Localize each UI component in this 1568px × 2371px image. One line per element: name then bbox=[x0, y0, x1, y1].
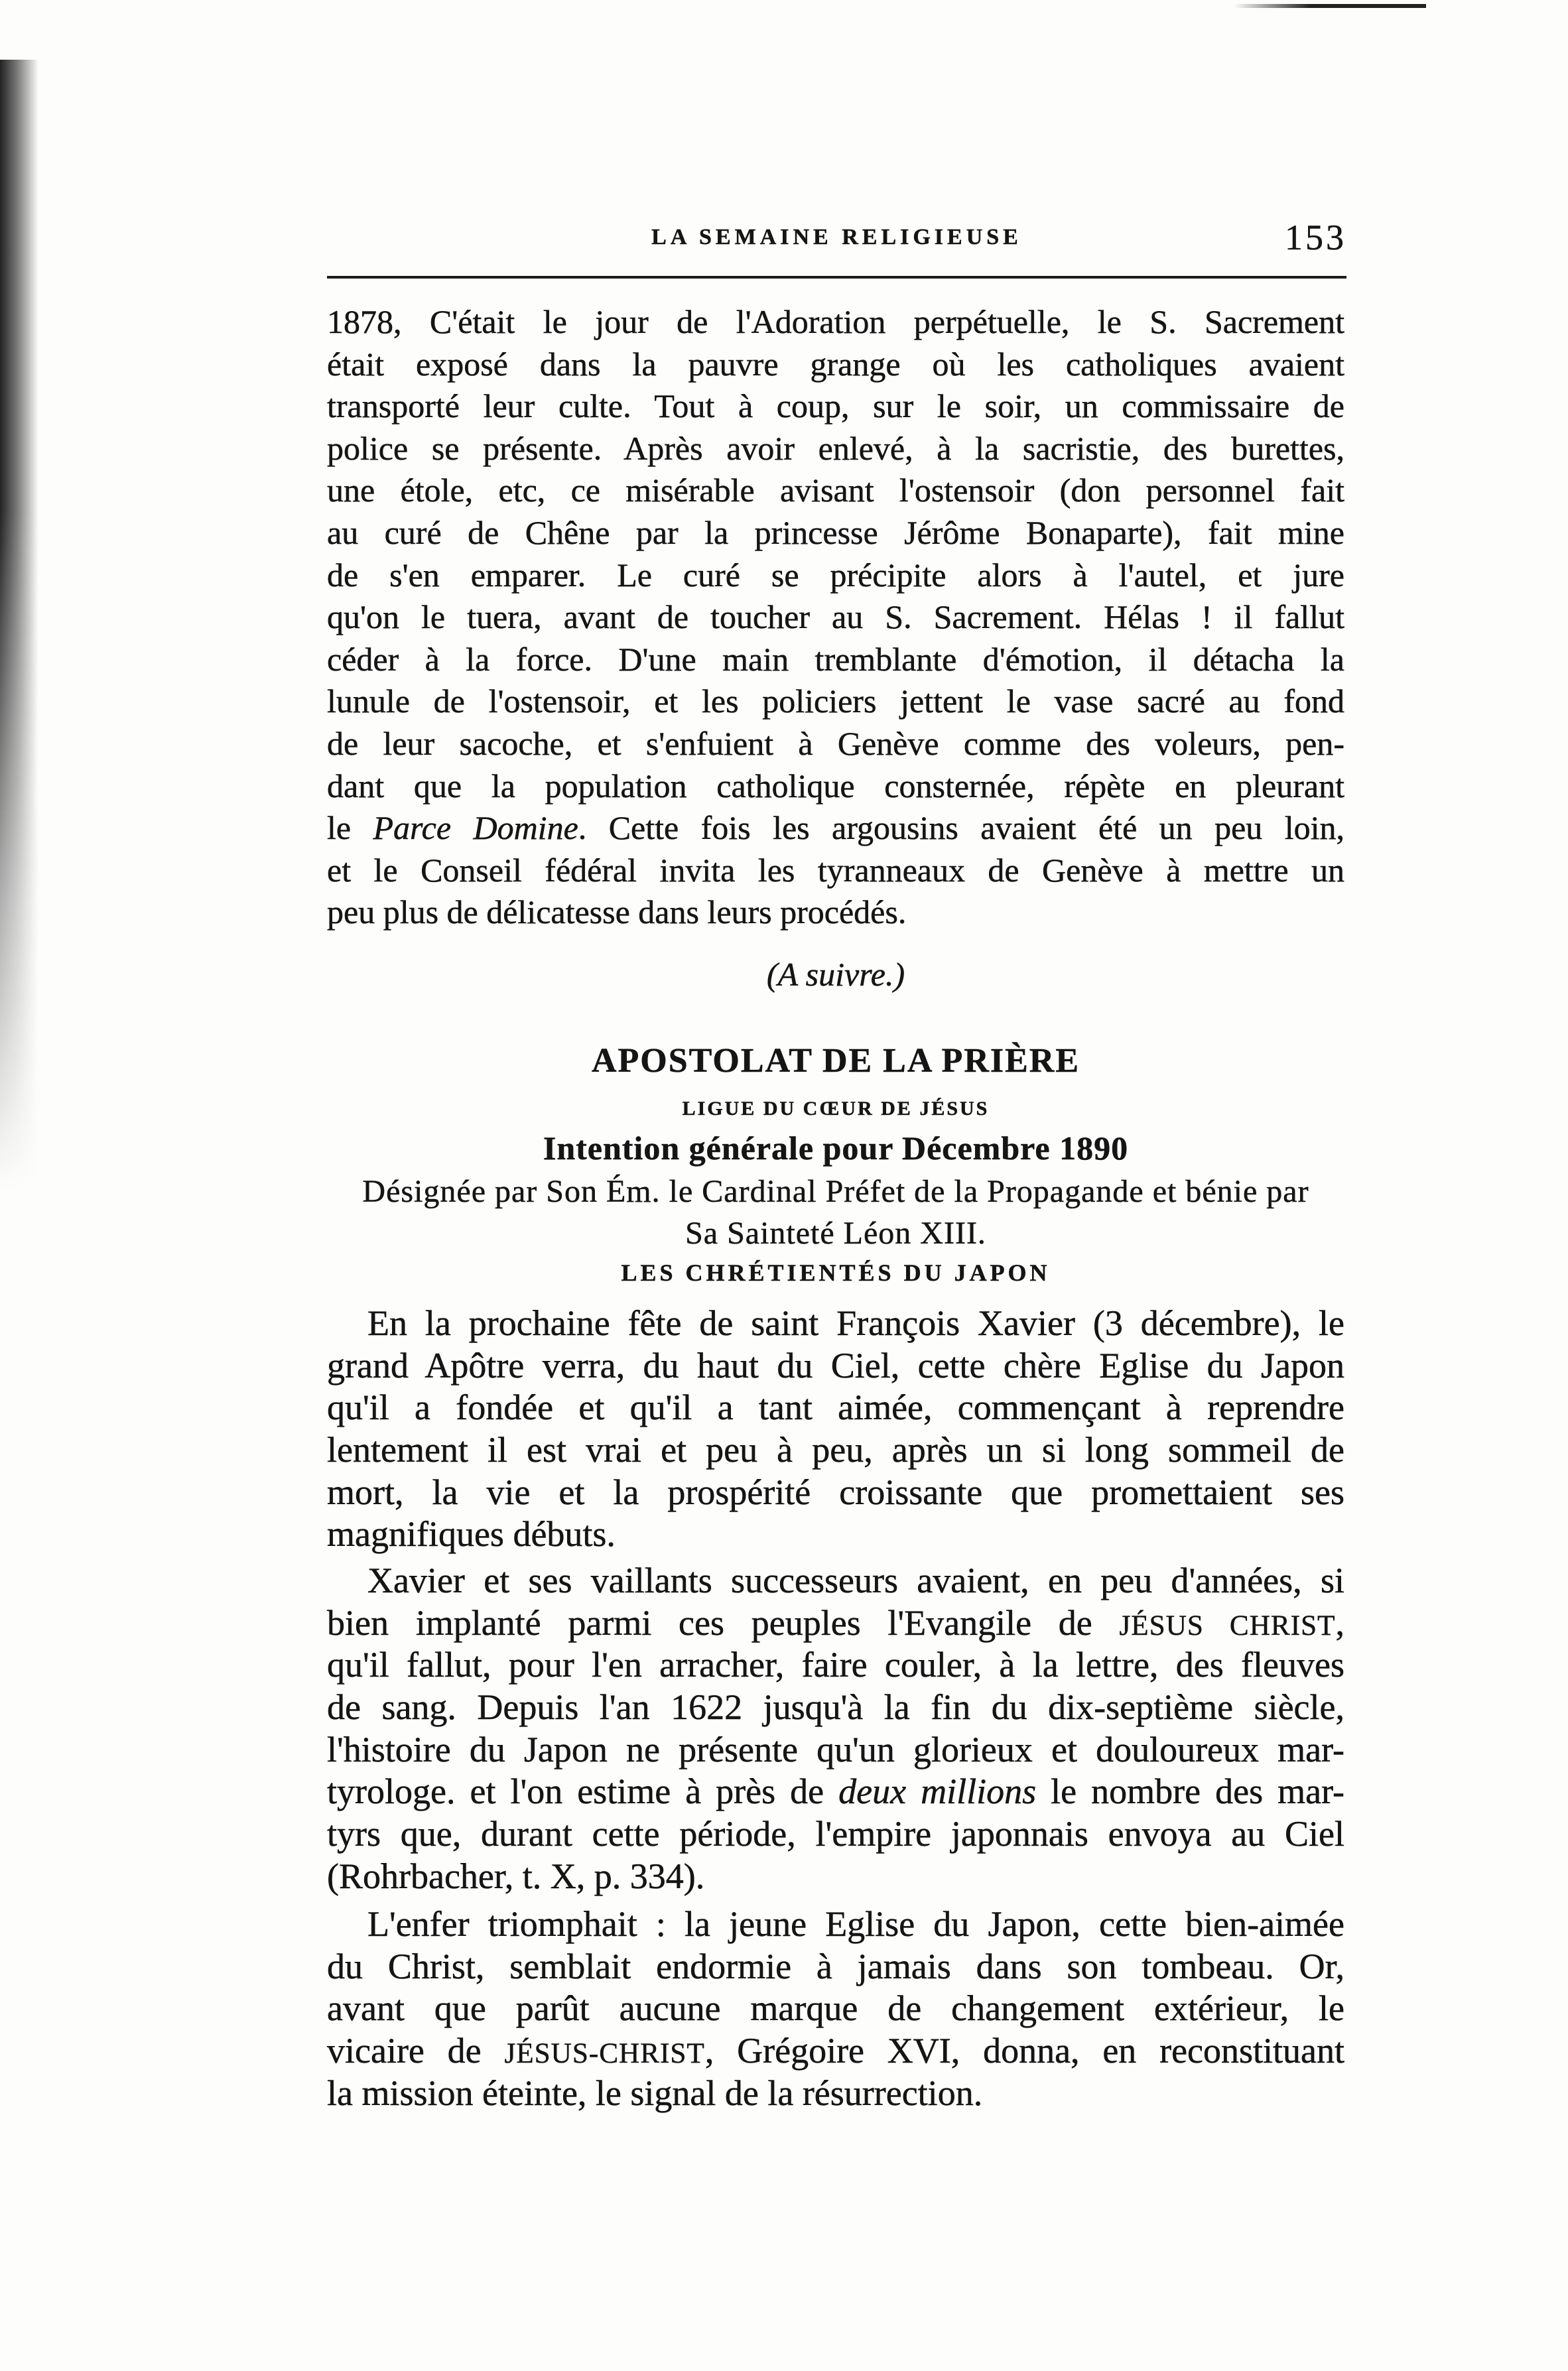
section-title: APOSTOLAT DE LA PRIÈRE bbox=[591, 1042, 1080, 1080]
designation-line: Désignée par Son Ém. le Cardinal Préfet de la Propagande et bénie par bbox=[362, 1174, 1309, 1209]
text-segment: . Cette fois les argousins avaient été un peu loin, bbox=[578, 809, 1344, 847]
running-head bbox=[327, 219, 1346, 256]
text-line bbox=[327, 1771, 1344, 1813]
italic-phrase: Parce Domine bbox=[373, 809, 578, 847]
text-segment: , Grégoire XVI, donna, en reconstituant bbox=[704, 2031, 1344, 2071]
league-subtitle: LIGUE DU CŒUR DE JÉSUS bbox=[682, 1098, 990, 1120]
continued-article bbox=[327, 301, 1344, 934]
text-line: lunule de l'ostensoir, et les policiers jettent le vase sacré au fond bbox=[327, 682, 1344, 720]
text-line bbox=[327, 1602, 1344, 1645]
text-line: dant que la population catholique consternée, répète en pleurant bbox=[327, 767, 1344, 804]
text-line: de leur sacoche, et s'enfuient à Genève comme des voleurs, pen- bbox=[327, 724, 1344, 762]
text-segment: , bbox=[1335, 1602, 1345, 1643]
text-line: Xavier et ses vaillants successeurs avaient, en peu d'années, si bbox=[367, 1561, 1344, 1600]
small-caps-name: JÉSUS CHRIST bbox=[1119, 1610, 1336, 1641]
text-line: L'enfer triomphait : la jeune Eglise du Japon, cette bien-aimée bbox=[367, 1904, 1344, 1944]
text-segment: vicaire de bbox=[327, 2031, 505, 2071]
text-line: et le Conseil fédéral invita les tyranneaux de Genève à mettre un bbox=[327, 851, 1344, 889]
subject-heading: LES CHRÉTIENTÉS DU JAPON bbox=[621, 1259, 1051, 1286]
header-rule bbox=[327, 276, 1346, 279]
text-line: céder à la force. D'une main tremblante d'émotion, il détacha la bbox=[327, 640, 1344, 678]
designation-line: Sa Sainteté Léon XIII. bbox=[685, 1216, 986, 1251]
text-segment: le nombre des mar- bbox=[1036, 1771, 1344, 1812]
text-line: l'histoire du Japon ne présente qu'un glorieux et douloureux mar- bbox=[327, 1729, 1344, 1769]
text-line: tyrs que, durant cette période, l'empire japonnais envoya au Ciel bbox=[327, 1814, 1344, 1854]
text-line: En la prochaine fête de saint François Xavier (3 décembre), le bbox=[367, 1303, 1344, 1343]
text-line: transporté leur culte. Tout à coup, sur le soir, un commissaire de bbox=[327, 387, 1344, 425]
text-line: était exposé dans la pauvre grange où les catholiques avaient bbox=[327, 345, 1344, 383]
text-line: qu'il a fondée et qu'il a tant aimée, commençant à reprendre bbox=[327, 1387, 1344, 1428]
text-line: qu'il fallut, pour l'en arracher, faire couler, à la lettre, des fleuves bbox=[327, 1645, 1344, 1685]
paragraph bbox=[327, 1303, 1344, 1556]
text-line: une étole, etc, ce misérable avisant l'ostensoir (don personnel fait bbox=[327, 472, 1344, 509]
scan-edge-mark bbox=[1234, 4, 1426, 8]
text-segment: le bbox=[327, 809, 373, 847]
text-line: 1878, C'était le jour de l'Adoration perpétuelle, le S. Sacrement bbox=[327, 303, 1344, 340]
text-line: la mission éteinte, le signal de la résurrection. bbox=[327, 2073, 983, 2113]
text-line: qu'on le tuera, avant de toucher au S. Sacrement. Hélas ! il fallut bbox=[327, 598, 1344, 636]
text-line: du Christ, semblait endormie à jamais dans son tombeau. Or, bbox=[327, 1946, 1344, 1986]
running-head-title: LA SEMAINE RELIGIEUSE bbox=[651, 225, 1022, 249]
italic-phrase: deux millions bbox=[838, 1771, 1037, 1812]
page-number: 153 bbox=[1285, 218, 1346, 257]
text-line: de s'en emparer. Le curé se précipite alors à l'autel, et jure bbox=[327, 556, 1344, 594]
text-line: mort, la vie et la prospérité croissante que promettaient ses bbox=[327, 1472, 1344, 1512]
text-line bbox=[327, 2030, 1344, 2073]
text-line: de sang. Depuis l'an 1622 jusqu'à la fin du dix-septième siècle, bbox=[327, 1687, 1344, 1728]
continuation-note: (A suivre.) bbox=[766, 956, 905, 993]
binding-shadow bbox=[0, 60, 38, 1187]
paragraph bbox=[327, 1903, 1344, 2114]
text-segment: tyrologe. et l'on estime à près de bbox=[327, 1771, 839, 1812]
small-caps-name: JÉSUS-CHRIST bbox=[504, 2038, 705, 2070]
text-line: lentement il est vrai et peu à peu, après un si long sommeil de bbox=[327, 1430, 1344, 1470]
text-line: au curé de Chêne par la princesse Jérôme Bonaparte), fait mine bbox=[327, 513, 1344, 551]
text-line: police se présente. Après avoir enlevé, à la sacristie, des burettes, bbox=[327, 429, 1344, 467]
text-line: magnifiques débuts. bbox=[327, 1514, 616, 1555]
text-line: avant que parût aucune marque de changement extérieur, le bbox=[327, 1988, 1344, 2029]
text-segment: bien implanté parmi ces peuples l'Evangile de bbox=[327, 1602, 1120, 1643]
text-line: grand Apôtre verra, du haut du Ciel, cette chère Eglise du Japon bbox=[327, 1345, 1344, 1385]
text-line: (Rohrbacher, t. X, p. 334). bbox=[327, 1856, 705, 1896]
text-line: peu plus de délicatesse dans leurs procédés. bbox=[327, 893, 907, 931]
paragraph bbox=[327, 1560, 1344, 1898]
text-line bbox=[327, 807, 1344, 850]
intention-title: Intention générale pour Décembre 1890 bbox=[543, 1129, 1129, 1167]
